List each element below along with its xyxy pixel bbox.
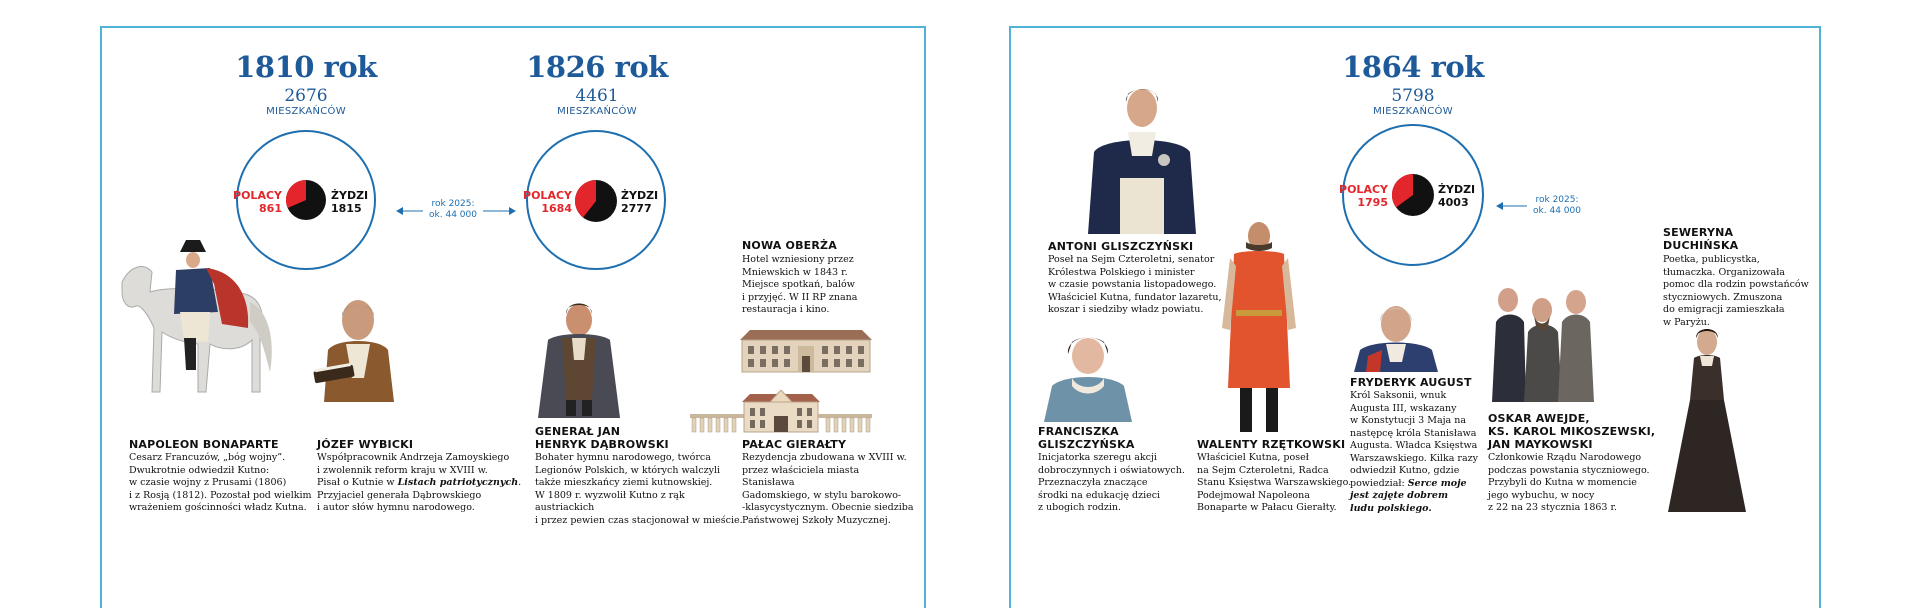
note-2025-right: rok 2025: ok. 44 000 [1527, 195, 1587, 217]
franciszka-portrait [1038, 330, 1138, 422]
dabrowski-desc: Bohater hymnu narodowego, twórca Legionów Polskich, w których walczyli także mieszkańcy ziemi kutnowskiej. W 1809 r. wyzwolił Kutno z rąk austriackich i przez pewien czas stacjonował w mieście. [535, 452, 743, 526]
napoleon-desc: Cesarz Francuzów, „bóg wojny”. Dwukrotnie odwiedził Kutno: w czasie wojny z Prusami (1806) i z Rosją (1812). Pozostał pod wielkim wrażeniem gościnności władz Kutna. [129, 452, 312, 513]
antoni-desc: Poseł na Sejm Czteroletni, senator Królestwa Polskiego i minister w czasie powstania listopadowego. Właściciel Kutna, fundator lazaretu, koszar i siedziby władz powiatu. [1048, 254, 1222, 315]
inhabitants-label-1864: MIESZKAŃCÓW [1373, 106, 1453, 117]
fryderyk-desc: Król Saksonii, wnuk Augusta III, wskazany w Konstytucji 3 Maja na następcę króla Stanisława Augusta. Władca Księstwa Warszawskiego. Kilka razy odwiedził Kutno, gdzie powiedział: Serce moje jest zajęte dobrem ludu polskiego. [1350, 390, 1478, 514]
napoleon-name: NAPOLEON BONAPARTE [129, 438, 279, 451]
wybicki-name: JÓZEF WYBICKI [317, 438, 414, 451]
napoleon-portrait [110, 232, 280, 402]
zydzi-1810: ŻYDZI 1815 [331, 189, 369, 215]
zydzi-1826: ŻYDZI 2777 [621, 189, 659, 215]
year-1864: 1864 rok [1342, 50, 1484, 84]
note-2025-left: rok 2025: ok. 44 000 [423, 198, 483, 222]
dabrowski-name: GENERAŁ JAN HENRYK DĄBROWSKI [535, 425, 669, 451]
palac-building [690, 390, 872, 434]
seweryna-portrait [1666, 326, 1748, 512]
walenty-desc: Właściciel Kutna, poseł na Sejm Czteroletni, Radca Stanu Księstwa Warszawskiego. Podejmował Napoleona Bonaparte w Pałacu Gierałty. [1197, 452, 1352, 513]
year-1810: 1810 rok [235, 50, 377, 84]
palac-desc: Rezydencja zbudowana w XVIII w. przez właściciela miasta Stanisława Gadomskiego, w stylu barokowo- -klasycystycznym. Obecnie siedziba Państwowej Szkoły Muzycznej. [742, 452, 914, 526]
palac-name: PAŁAC GIERAŁTY [742, 438, 847, 451]
antoni-portrait [1080, 82, 1204, 234]
oberza-desc: Hotel wzniesiony przez Mniewskich w 1843 r. Miejsce spotkań, balów i przyjęć. W II RP znana restauracja i kino. [742, 254, 858, 315]
walenty-name: WALENTY RZĘTKOWSKI [1197, 438, 1346, 451]
seweryna-desc: Poetka, publicystka, tłumaczka. Organizowała pomoc dla rodzin powstańców styczniowych. Zmuszona do emigracji zamieszkała w Paryżu. [1663, 254, 1809, 328]
polacy-1864: POLACY 1795 [1339, 183, 1388, 209]
zydzi-1864: ŻYDZI 4003 [1438, 183, 1476, 209]
dabrowski-portrait [532, 300, 626, 418]
polacy-1826: POLACY 1684 [523, 189, 572, 215]
seweryna-name: SEWERYNA DUCHIŃSKA [1663, 226, 1739, 252]
fryderyk-name: FRYDERYK AUGUST [1350, 376, 1472, 389]
wybicki-portrait [306, 298, 406, 402]
walenty-portrait [1216, 218, 1302, 436]
franciszka-name: FRANCISZKA GLISZCZYŃSKA [1038, 425, 1135, 451]
population-1810: 2676 [284, 86, 328, 106]
oberza-building [740, 326, 872, 374]
population-1864: 5798 [1391, 86, 1435, 106]
awejde-desc: Członkowie Rządu Narodowego podczas powstania styczniowego. Przybyli do Kutna w momencie jego wybuchu, w nocy z 22 na 23 stycznia 1863 r. [1488, 452, 1650, 513]
pie-chart-1826 [575, 180, 617, 222]
pie-chart-1810 [286, 180, 326, 220]
oberza-name: NOWA OBERŻA [742, 239, 837, 252]
franciszka-desc: Inicjatorka szeregu akcji dobroczynnych i oświatowych. Przeznaczyła znaczące środki na edukację dzieci z ubogich rodzin. [1038, 452, 1185, 513]
year-1826: 1826 rok [526, 50, 668, 84]
awejde-name: OSKAR AWEJDE, KS. KAROL MIKOSZEWSKI, JAN MAYKOWSKI [1488, 412, 1656, 451]
inhabitants-label-1810: MIESZKAŃCÓW [266, 106, 346, 117]
wybicki-desc: Współpracownik Andrzeja Zamoyskiego i zwolennik reform kraju w XVIII w. Pisał o Kutnie w Listach patriotycznych. Przyjaciel generała Dąbrowskiego i autor słów hymnu narodowego. [317, 452, 522, 513]
fryderyk-portrait [1350, 300, 1442, 372]
population-1826: 4461 [575, 86, 619, 106]
awejde-group-portrait [1488, 282, 1596, 402]
inhabitants-label-1826: MIESZKAŃCÓW [557, 106, 637, 117]
polacy-1810: POLACY 861 [233, 189, 282, 215]
pie-chart-1864 [1392, 174, 1434, 216]
antoni-name: ANTONI GLISZCZYŃSKI [1048, 240, 1194, 253]
